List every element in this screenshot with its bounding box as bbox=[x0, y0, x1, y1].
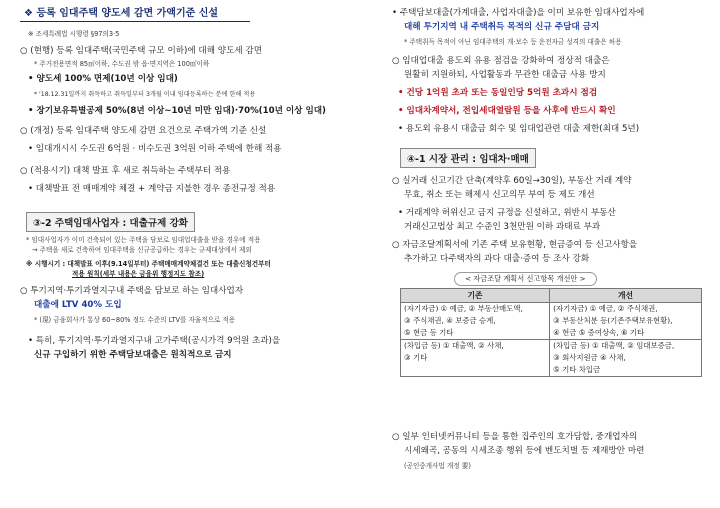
table-row bbox=[401, 340, 702, 353]
high-price-rule-2: 신규 구입하기 위한 주택담보대출은 원칙적으로 금지 bbox=[34, 350, 232, 360]
comparison-table bbox=[400, 288, 702, 377]
ltv-rule: ○ 투기지역·투기과열지구내 주택을 담보로 하는 임대사업자 bbox=[20, 286, 244, 296]
table-cell: ⑤ 현금 등 기타 bbox=[401, 327, 550, 340]
table-cell bbox=[401, 364, 550, 377]
revised-rule-bullet: • 임대개시시 수도권 6억원 · 비수도권 3억원 이하 주택에 한해 적용 bbox=[28, 144, 282, 154]
report-period: ○ 실거래 신고기간 단축(계약후 60일→30일), 부동산 거래 계약 bbox=[392, 176, 632, 186]
effective-date: ○ (적용시기) 대책 발표 후 새로 취득하는 주택부터 적용 bbox=[20, 166, 231, 176]
table-cell: ⑤ 기타 차입금 bbox=[550, 364, 702, 377]
lending-note-2: → 주택을 새로 건축하여 임대주택을 신규공급하는 경우는 규제대상에서 제외 bbox=[32, 246, 252, 254]
current-rule-bullet-2: • 장기보유특별공제 50%(8년 이상~10년 미만 임대)·70%(10년 이상 임대) bbox=[28, 106, 326, 116]
current-rule: ○ (현행) 등록 임대주택(국민주택 규모 이하)에 대해 양도세 감면 bbox=[20, 46, 263, 56]
ltv-rule-2: 대출에 LTV 40% 도입 bbox=[34, 300, 122, 310]
table-header-after: 개선 bbox=[550, 289, 702, 303]
lending-note-1: * 임대사업자가 이미 건축되어 있는 주택을 담보로 임대업대출을 받을 경우에 적용 bbox=[26, 236, 261, 244]
table-cell: ③ 부동산처분 등(기존주택보유현황), bbox=[550, 315, 702, 327]
false-report-rule: • 거래계약 허위신고 금지 규정을 신설하고, 위반시 부동산 bbox=[398, 208, 616, 218]
table-row bbox=[401, 327, 702, 340]
table-cell: (차입금 등) ① 대출액, ② 임대보증금, bbox=[550, 340, 702, 353]
current-rule-bullet-1-note: * '18.12.31일까지 취득하고 취득일부터 3개월 이내 임대등록하는 분에 한해 적용 bbox=[34, 91, 256, 98]
table-cell: ③ 주식채권, ④ 보증금 승계, bbox=[401, 315, 550, 327]
price-collusion-note: (공인중개사법 개정 要) bbox=[404, 462, 471, 470]
lending-note-3b: 적용 원칙(세부 내용은 금융위 행정지도 참조) bbox=[72, 270, 205, 278]
section-box-market: ④-1 시장 관리 : 임대차·매매 bbox=[400, 148, 536, 168]
revised-rule: ○ (개정) 등록 임대주택 양도세 감면 요건으로 주택가액 기준 신설 bbox=[20, 126, 267, 136]
table-row bbox=[401, 303, 702, 316]
effective-date-bullet: • 대책발표 전 매매계약 체결 + 계약금 지불한 경우 종전규정 적용 bbox=[28, 184, 276, 194]
report-period-2: 무효, 취소 또는 해제시 신고의무 부여 등 제도 개선 bbox=[404, 190, 595, 200]
table-cell: ④ 현금 ⑤ 증여상속, ⑥ 기타 bbox=[550, 327, 702, 340]
loan-ban-2: 대해 투기지역 내 주택취득 목적의 신규 주담대 금지 bbox=[404, 22, 600, 32]
misuse-bullet-2: • 임대차계약서, 전입세대열람원 등을 사후에 반드시 확인 bbox=[398, 106, 616, 116]
table-cell: (차입금 등) ① 대출액, ② 사채, bbox=[401, 340, 550, 353]
law-reference: ※ 조세특례법 시행령 §97의3·5 bbox=[28, 30, 120, 38]
high-price-rule: • 특히, 투기지역·투기과열지구내 고가주택(공시가격 9억원 초과)을 bbox=[28, 336, 281, 346]
section-title: ❖ 등록 임대주택 양도세 감면 가액기준 신설 bbox=[24, 8, 219, 19]
current-rule-note: * 주거전용면적 85㎡이하, 수도권 밖 읍·면지역은 100㎡이하 bbox=[34, 60, 210, 68]
misuse-bullet-1: • 건당 1억원 초과 또는 동일인당 5억원 초과시 점검 bbox=[398, 88, 598, 98]
false-report-rule-2: 거래신고법상 최고 수준인 3천만원 이하 과태료 부과 bbox=[404, 222, 601, 232]
misuse-check-2: 원활히 지원하되, 사업활동과 무관한 대출금 사용 방지 bbox=[404, 70, 606, 80]
lending-note-3: ※ 시행시기 : 대책발표 이후(9.14일부터) 주택매매계약체결건 또는 대출신청건부터 bbox=[26, 260, 271, 268]
table-caption: < 자금조달 계획서 신고항목 개선안 > bbox=[454, 272, 597, 286]
funding-plan-2: 추가하고 다주택자의 과다 대출·증여 등 조사 강화 bbox=[404, 254, 590, 264]
section-box-lending: ③-2 주택임대사업자 : 대출규제 강화 bbox=[26, 212, 195, 232]
loan-ban: • 주택담보대출(가계대출, 사업자대출)을 이미 보유한 임대사업자에 bbox=[392, 8, 645, 18]
table-row bbox=[401, 315, 702, 327]
price-collusion: ○ 일부 인터넷커뮤니티 등을 통한 집주인의 호가담합, 중개업자의 bbox=[392, 432, 638, 442]
price-collusion-2: 시세왜곡, 공동의 시세조종 행위 등에 벤도치벌 등 제재방안 마련 bbox=[404, 446, 645, 456]
table-cell: (자기자금) ① 예금, ② 부동산매도액, bbox=[401, 303, 550, 316]
ltv-note: * (現) 금융회사가 통상 60~80% 정도 수준의 LTV를 자율적으로 적용 bbox=[34, 316, 236, 324]
table-row bbox=[401, 364, 702, 377]
table-cell: ③ 회사지원금 ④ 사채, bbox=[550, 352, 702, 364]
funding-plan: ○ 자금조달계획서에 기존 주택 보유현황, 현금증여 등 신고사항을 bbox=[392, 240, 638, 250]
loan-ban-note: * 주택취득 목적이 아닌 임대주택의 개·보수 등 운전자금 성격의 대출은 허용 bbox=[404, 38, 622, 46]
table-header-before: 기존 bbox=[401, 289, 550, 303]
misuse-bullet-3: • 용도외 유용시 대출금 회수 및 임대업관련 대출 제한(최대 5년) bbox=[398, 124, 640, 134]
table-cell: ③ 기타 bbox=[401, 352, 550, 364]
title-underline bbox=[20, 21, 250, 22]
table-row bbox=[401, 352, 702, 364]
current-rule-bullet-1: • 양도세 100% 면제(10년 이상 임대) bbox=[28, 74, 178, 84]
misuse-check: ○ 임대업대출 용도외 유용 점검을 강화하여 정상적 대출은 bbox=[392, 56, 610, 66]
table-cell: (자기자금) ① 예금, ② 주식채권, bbox=[550, 303, 702, 316]
